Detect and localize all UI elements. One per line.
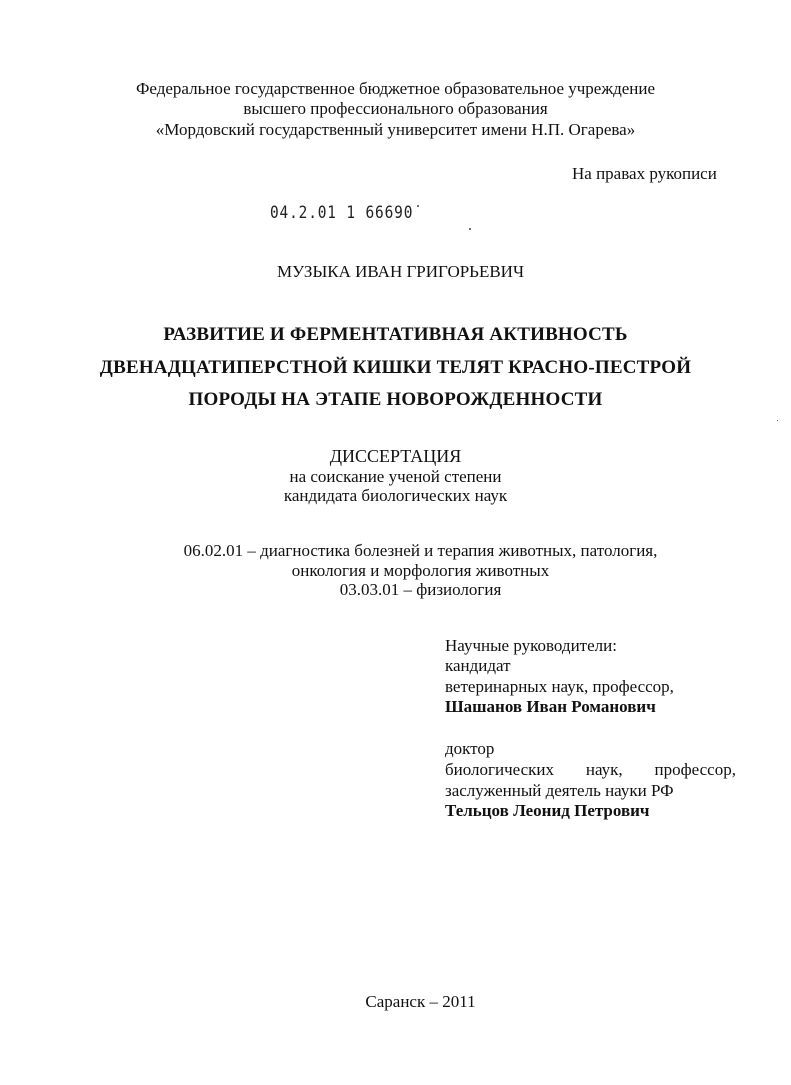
supervisor-1-rank-line-1: кандидат (445, 656, 511, 675)
institution-line-2: высшего профессионального образования (243, 99, 548, 118)
author-name: МУЗЫКА ИВАН ГРИГОРЬЕВИЧ (277, 262, 524, 281)
supervisor-2-rank-line-3: заслуженный деятель науки РФ (445, 781, 674, 800)
supervisor-1-name: Шашанов Иван Романович (445, 697, 656, 716)
degree-line-2: кандидата биологических наук (283, 486, 508, 505)
institution-line-3: «Мордовский государственный университет имени Н.П. Огарева» (155, 120, 636, 139)
title-line-3: ПОРОДЫ НА ЭТАПЕ НОВОРОЖДЕННОСТИ (188, 389, 603, 410)
supervisor-2-rank-line-1: доктор (445, 739, 495, 758)
stamp-mark (417, 205, 419, 207)
stamp-number: 04.2.01 1 66690 (270, 203, 414, 223)
supervisor-2-name: Тельцов Леонид Петрович (445, 801, 650, 820)
scan-speck (469, 228, 471, 230)
specialty-line-3: 03.03.01 – физиология (339, 580, 502, 599)
city-year: Саранск – 2011 (365, 992, 476, 1011)
manuscript-note: На правах рукописи (572, 164, 717, 183)
institution-line-1: Федеральное государственное бюджетное образовательное учреждение (135, 79, 656, 98)
supervisor-2-rank-word: профессор, (654, 760, 736, 779)
title-line-1: РАЗВИТИЕ И ФЕРМЕНТАТИВНАЯ АКТИВНОСТЬ (163, 324, 628, 345)
specialty-line-2: онкология и морфология животных (291, 561, 550, 580)
title-line-2: ДВЕНАДЦАТИПЕРСТНОЙ КИШКИ ТЕЛЯТ КРАСНО-ПЕСТРОЙ (99, 357, 692, 378)
specialty-line-1: 06.02.01 – диагностика болезней и терапия животных, патология, (183, 541, 658, 560)
supervisor-2-rank-word: биологических (445, 760, 554, 779)
supervisor-2-rank-line-2 (445, 760, 736, 780)
supervisor-1-rank-line-2: ветеринарных наук, профессор, (445, 677, 674, 696)
supervisor-2-rank-word: наук, (585, 760, 623, 779)
document-type: ДИССЕРТАЦИЯ (329, 446, 462, 466)
degree-line-1: на соискание ученой степени (289, 467, 502, 486)
supervisors-heading: Научные руководители: (445, 636, 617, 655)
scan-speck (777, 420, 778, 421)
